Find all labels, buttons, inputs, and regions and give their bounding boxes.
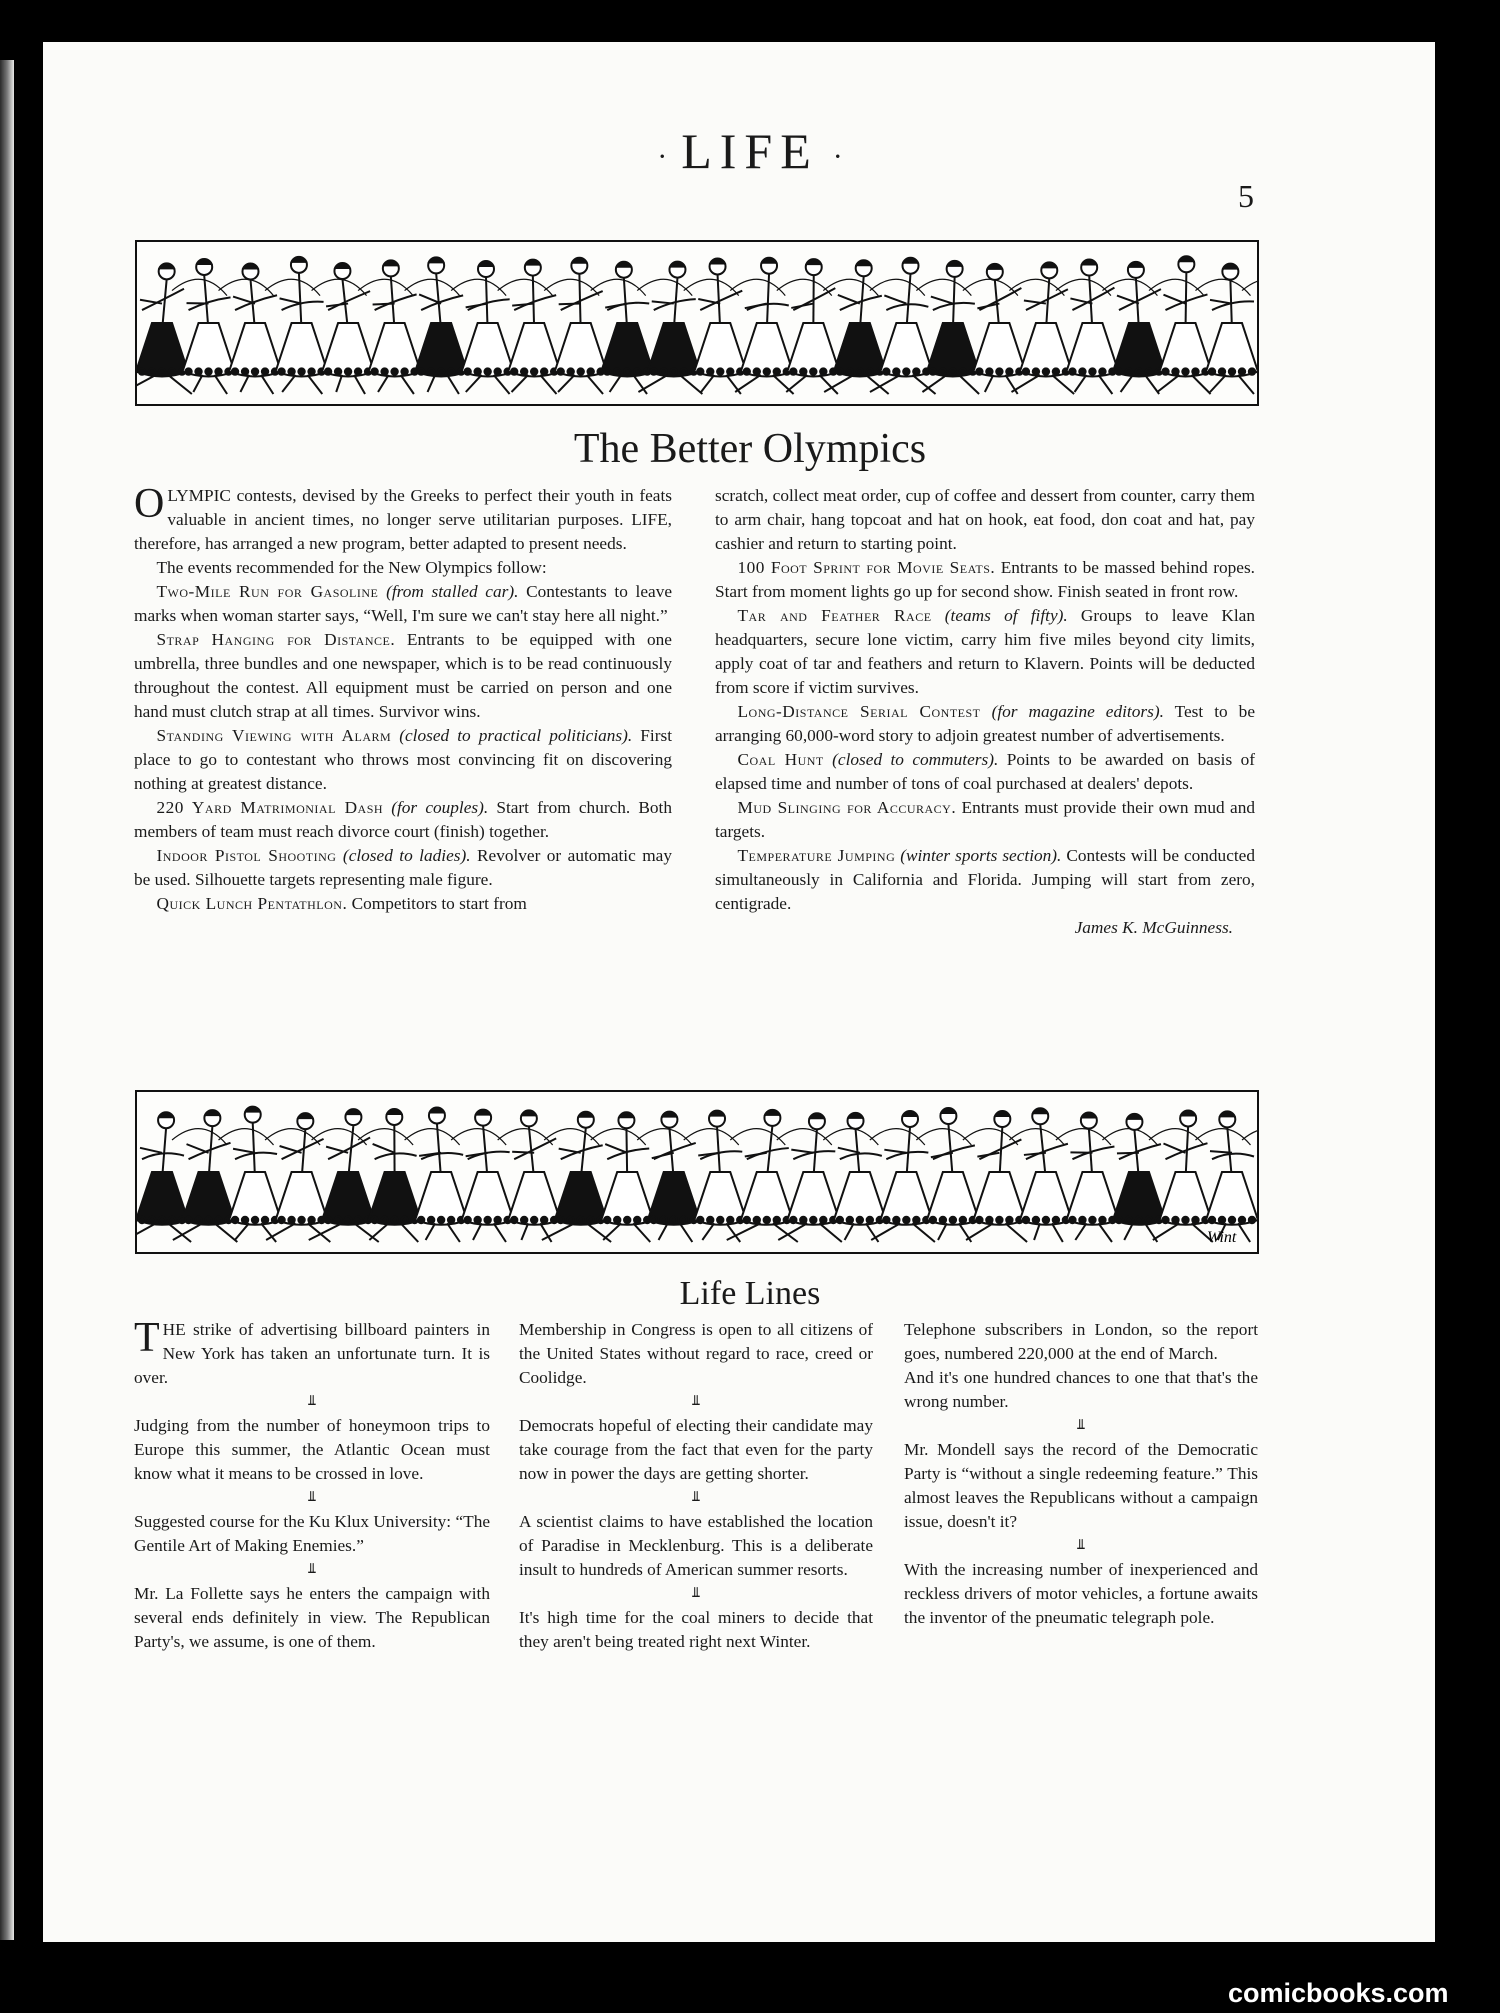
event-note: (winter sports section). [895,846,1062,865]
article-paragraph [715,604,1255,700]
paragraph-separator: ⫫ [308,1394,316,1409]
artist-signature: Wint [1207,1229,1237,1246]
paragraph-separator: ⫫ [1077,1418,1085,1433]
life-line-item [519,1606,873,1654]
paragraph-text: First place to go to contestant who throws most convincing fit on discovering nothing at greatest distance. [134,726,672,793]
drop-cap: O [134,481,165,527]
item-text: HE strike of advertising billboard painters in New York has taken an unfortunate turn. It is over. [134,1320,490,1387]
item-text: Telephone subscribers in London, so the report goes, numbered 220,000 at the end of March. [904,1320,1258,1363]
event-name: Mud Slinging for Accuracy. [737,798,957,817]
page-number: 5 [1238,178,1254,214]
life-line-item [134,1414,490,1486]
paragraph-text: Contests will be conducted simultaneously in California and Florida. Jumping will start from zero, centigrade. [715,846,1255,913]
item-text: Democrats hopeful of electing their candidate may take courage from the fact that even for the party now in power the days are getting shorter. [519,1416,873,1483]
paragraph-text: Entrants to be massed behind ropes. Start from moment lights go up for second show. Finish seated in front row. [715,558,1255,601]
masthead [0,122,1500,180]
item-text: Membership in Congress is open to all citizens of the United States without regard to race, creed or Coolidge. [519,1320,873,1387]
life-line-item [904,1558,1258,1630]
paragraph-text: The events recommended for the New Olympics follow: [156,558,547,577]
paragraph-text: Groups to leave Klan headquarters, secure lone victim, carry him five miles beyond city limits, apply coat of tar and feathers and return to Klavern. Points will be deducted from score if victim survives. [715,606,1255,697]
event-name: Temperature Jumping [737,846,896,865]
paragraph-text: Entrants must provide their own mud and targets. [715,798,1255,841]
frieze-illustration-bottom [135,1090,1259,1254]
event-name: Indoor Pistol Shooting [156,846,337,865]
event-note: (closed to ladies). [336,846,471,865]
paragraph-text: scratch, collect meat order, cup of coffee and dessert from counter, carry them to arm chair, hang topcoat and hat on hook, eat food, don coat and hat, pay cashier and return to starting point. [715,486,1255,553]
life-lines-title: Life Lines [679,1275,821,1312]
event-note: (for couples). [383,798,489,817]
paragraph-text: Competitors to start from [347,894,527,913]
event-name: Long-Distance Serial Contest [737,702,981,721]
paragraph-separator: ⫫ [692,1586,700,1601]
event-note: (teams of fifty). [931,606,1068,625]
paragraph-separator: ⫫ [692,1490,700,1505]
event-name: Tar and Feather Race [737,606,932,625]
life-lines-column-2 [519,1318,873,1654]
item-text: Suggested course for the Ku Klux University: “The Gentile Art of Making Enemies.” [134,1512,490,1555]
paragraph-text: Start from church. Both members of team must reach divorce court (finish) together. [134,798,672,841]
byline: James K. McGuinness. [1074,918,1233,937]
paragraph-text: Contestants to leave marks when woman starter says, “Well, I'm sure we can't stay here all night.” [134,582,673,625]
item-text: Mr. Mondell says the record of the Democratic Party is “without a single redeeming feature.” This almost leaves the Republicans without a campaign issue, doesn't it? [904,1440,1258,1531]
article-paragraph [134,556,672,580]
event-note: (for magazine editors). [980,702,1164,721]
article-paragraph [715,484,1255,556]
article-paragraph [134,580,672,628]
article-title: The Better Olympics [573,426,927,472]
article-paragraph [715,748,1255,796]
paragraph-text: Revolver or automatic may be used. Silhouette targets representing male figure. [134,846,672,889]
masthead-title: LIFE [681,123,819,179]
life-line-item [904,1438,1258,1534]
article-paragraph [134,724,672,796]
paragraph-separator: ⫫ [308,1562,316,1577]
article-paragraph [134,844,672,892]
article-paragraph [715,844,1255,916]
paragraph-separator: ⫫ [308,1490,316,1505]
life-line-item [519,1318,873,1390]
masthead-dot-left: · [657,139,668,173]
article-column-1 [134,481,673,916]
article-paragraph [134,481,672,556]
paragraph-separator: ⫫ [692,1394,700,1409]
life-line-item [904,1366,1258,1414]
article-paragraph [715,556,1255,604]
life-line-item [134,1510,490,1558]
item-text: Judging from the number of honeymoon trips to Europe this summer, the Atlantic Ocean must know what it means to be crossed in love. [134,1416,490,1483]
event-name: 220 Yard Matrimonial Dash [156,798,384,817]
life-line-item [519,1510,873,1582]
frieze-figure [1206,264,1257,394]
event-note: (from stalled car). [378,582,519,601]
binding-edge [0,60,14,1940]
item-text: A scientist claims to have established the location of Paradise in Mecklenburg. This is a deliberate insult to hundreds of American summer resorts. [519,1512,873,1579]
paragraph-text: LYMPIC contests, devised by the Greeks to perfect their youth in feats valuable in ancient times, no longer serve utilitarian purposes. LIFE, therefore, has arranged a new program, better adapted to present needs. [134,486,672,553]
paragraph-separator: ⫫ [1077,1538,1085,1553]
article-paragraph [134,796,672,844]
event-name: Coal Hunt [737,750,824,769]
life-line-item [134,1315,490,1390]
life-lines-column-1 [134,1315,490,1654]
watermark: comicbooks.com [1228,1978,1449,2008]
paragraph-text: Points to be awarded on basis of elapsed time and number of tons of coal purchased at dealers' depots. [715,750,1255,793]
item-text: It's high time for the coal miners to decide that they aren't being treated right next Winter. [519,1608,873,1651]
item-text: And it's one hundred chances to one that that's the wrong number. [904,1368,1258,1411]
frieze-illustration-top [135,240,1259,406]
masthead-dot-right: · [832,139,843,173]
article-paragraph [715,700,1255,748]
article-paragraph [134,628,672,724]
item-text: Mr. La Follette says he enters the campaign with several ends definitely in view. The Republican Party's, we assume, is one of them. [134,1584,490,1651]
event-note: (closed to practical politicians). [391,726,633,745]
article-paragraph [134,892,672,916]
life-line-item [134,1582,490,1654]
event-name: 100 Foot Sprint for Movie Seats. [737,558,996,577]
article-column-2 [715,484,1255,940]
life-lines-column-3 [904,1318,1258,1630]
item-text: With the increasing number of inexperienced and reckless drivers of motor vehicles, a fortune awaits the inventor of the pneumatic telegraph pole. [904,1560,1258,1627]
event-note: (closed to commuters). [823,750,999,769]
drop-cap: T [134,1315,160,1361]
event-name: Strap Hanging for Distance. [156,630,396,649]
life-line-item [519,1414,873,1486]
event-name: Two-Mile Run for Gasoline [156,582,379,601]
event-name: Standing Viewing with Alarm [156,726,392,745]
life-line-item [904,1318,1258,1366]
paragraph-text: Test to be arranging 60,000-word story to adjoin greatest number of advertisements. [715,702,1255,745]
article-paragraph [715,796,1255,844]
event-name: Quick Lunch Pentathlon. [156,894,348,913]
paragraph-text: Entrants to be equipped with one umbrella, three bundles and one newspaper, which is to be read continuously throughout the contest. All equipment must be carried on person and one hand must clutch strap at all times. Survivor wins. [134,630,672,721]
